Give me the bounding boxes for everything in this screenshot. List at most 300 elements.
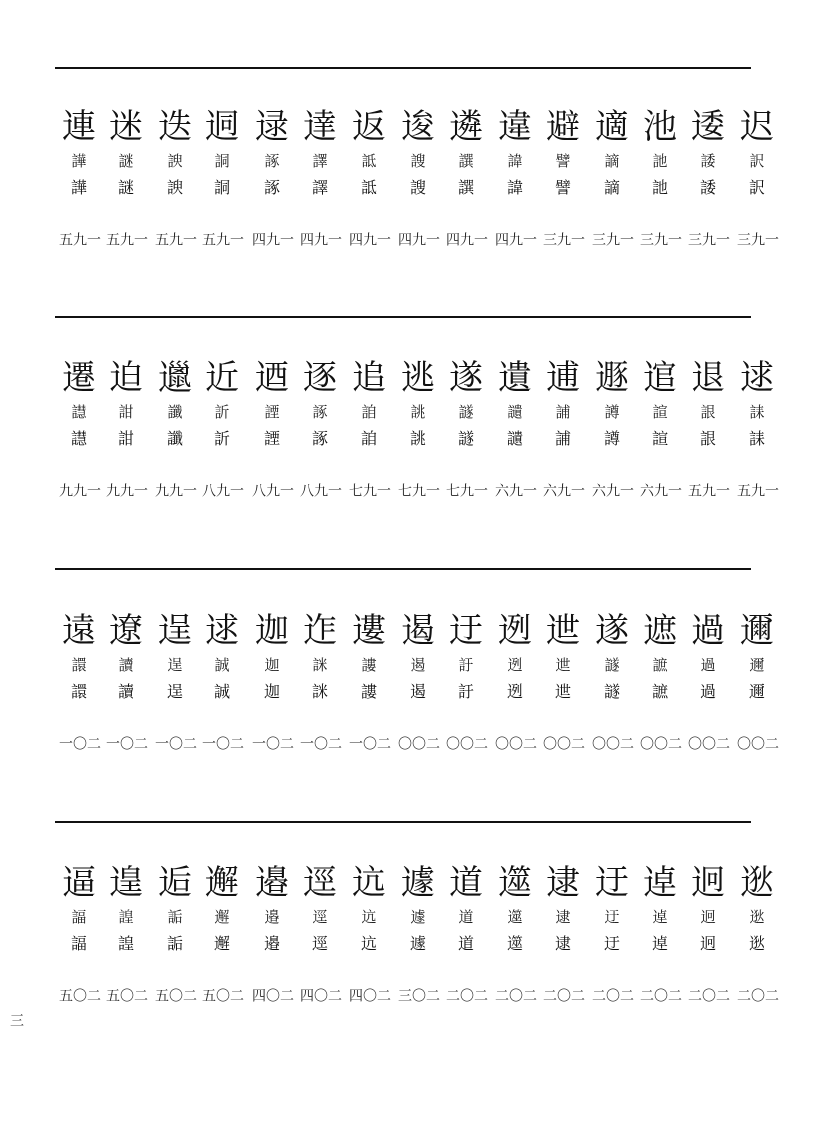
regular-variant: 逞 — [166, 682, 183, 701]
main-character: 迮 — [303, 611, 337, 651]
main-character: 違 — [498, 107, 532, 147]
regular-variant: 謫 — [603, 178, 620, 197]
char-entry — [345, 358, 393, 495]
page-reference: 二〇二 — [590, 988, 634, 1000]
char-entry — [491, 358, 539, 495]
regular-variant: 謶 — [651, 682, 668, 701]
regular-variant: 迣 — [554, 682, 571, 701]
char-entry — [684, 107, 732, 244]
char-entry — [491, 107, 539, 244]
main-character: 遏 — [401, 611, 435, 651]
main-character: 邋 — [158, 358, 192, 398]
char-entry — [102, 611, 150, 748]
main-character: 連 — [62, 107, 96, 147]
char-entry — [636, 611, 684, 748]
main-character: 遱 — [352, 611, 386, 651]
regular-variant: 譁 — [70, 178, 87, 197]
char-entry — [55, 863, 103, 1000]
regular-variant: 遏 — [409, 682, 426, 701]
seal-variant: 誠 — [214, 656, 230, 674]
seal-variant: 訑 — [652, 152, 668, 170]
page-reference: 二〇一 — [347, 736, 391, 748]
main-character: 返 — [352, 107, 386, 147]
page-reference: 一九六 — [638, 483, 682, 495]
char-entry — [733, 107, 781, 244]
seal-variant: 詆 — [361, 152, 377, 170]
main-character: 逑 — [205, 611, 239, 651]
page-reference: 一九九 — [153, 483, 197, 495]
regular-variant: 逖 — [748, 934, 765, 953]
main-character: 追 — [352, 358, 386, 398]
regular-variant: 訑 — [651, 178, 668, 197]
seal-variant: 諲 — [264, 403, 280, 421]
page-number: 三 — [8, 1013, 24, 1027]
regular-variant: 諛 — [166, 178, 183, 197]
page-reference: 一九五 — [153, 232, 197, 244]
page-reference: 一九六 — [590, 483, 634, 495]
main-character: 遴 — [449, 107, 483, 147]
char-entry — [733, 863, 781, 1000]
page-reference: 一九三 — [735, 232, 779, 244]
main-character: 迟 — [740, 107, 774, 147]
main-character: 迒 — [352, 863, 386, 903]
main-character: 遺 — [498, 358, 532, 398]
seal-variant: 逕 — [312, 908, 328, 926]
main-character: 逅 — [158, 863, 192, 903]
regular-variant: 訢 — [213, 429, 230, 448]
seal-variant: 詬 — [167, 908, 183, 926]
regular-variant: 訳 — [748, 178, 765, 197]
seal-variant: 諛 — [167, 152, 183, 170]
char-entry — [588, 358, 636, 495]
page-reference: 一九三 — [590, 232, 634, 244]
main-character: 遮 — [643, 611, 677, 651]
seal-variant: 謫 — [604, 152, 620, 170]
page-reference: 二〇五 — [104, 988, 148, 1000]
page-reference: 一九四 — [250, 232, 294, 244]
page-reference: 一九五 — [686, 483, 730, 495]
seal-variant: 迦 — [264, 656, 280, 674]
regular-variant: 邉 — [263, 934, 280, 953]
main-character: 迫 — [109, 358, 143, 398]
page-reference: 一九七 — [396, 483, 440, 495]
char-entry — [539, 863, 587, 1000]
char-entry — [491, 863, 539, 1000]
main-character: 達 — [303, 107, 337, 147]
char-entry — [55, 358, 103, 495]
seal-variant: 訳 — [749, 152, 765, 170]
main-character: 迂 — [595, 863, 629, 903]
regular-variant: 迂 — [603, 934, 620, 953]
regular-variant: 讉 — [506, 429, 523, 448]
page-reference: 二〇二 — [444, 988, 488, 1000]
seal-variant: 諠 — [652, 403, 668, 421]
regular-variant: 諱 — [506, 178, 523, 197]
regular-variant: 詯 — [360, 429, 377, 448]
seal-variant: 譞 — [71, 656, 87, 674]
main-character: 遂 — [449, 358, 483, 398]
regular-variant: 迒 — [360, 934, 377, 953]
char-entry — [345, 611, 393, 748]
seal-variant: 訏 — [458, 656, 474, 674]
char-entry — [198, 107, 246, 244]
main-character: 逡 — [401, 107, 435, 147]
page-reference: 二〇〇 — [541, 736, 585, 748]
char-entry — [198, 611, 246, 748]
seal-variant: 逖 — [749, 908, 765, 926]
main-character: 迥 — [691, 863, 725, 903]
seal-variant: 譿 — [71, 403, 87, 421]
seal-variant: 諉 — [700, 152, 716, 170]
main-character: 迺 — [255, 358, 289, 398]
main-character: 逴 — [643, 863, 677, 903]
char-entry — [102, 358, 150, 495]
page-reference: 一九九 — [104, 483, 148, 495]
seal-variant: 迒 — [361, 908, 377, 926]
main-character: 迂 — [449, 611, 483, 651]
page-reference: 二〇〇 — [590, 736, 634, 748]
seal-variant: 遏 — [410, 656, 426, 674]
regular-variant: 諉 — [699, 178, 716, 197]
page-reference: 二〇〇 — [493, 736, 537, 748]
seal-variant: 邇 — [749, 656, 765, 674]
seal-variant: 遽 — [410, 908, 426, 926]
main-character: 逯 — [255, 107, 289, 147]
regular-variant: 譐 — [603, 429, 620, 448]
char-entry — [248, 611, 296, 748]
page-reference: 二〇五 — [200, 988, 244, 1000]
char-entry — [684, 611, 732, 748]
char-entry — [345, 863, 393, 1000]
char-entry — [296, 611, 344, 748]
page-reference: 一九三 — [686, 232, 730, 244]
seal-variant: 逴 — [652, 908, 668, 926]
seal-variant: 誄 — [749, 403, 765, 421]
seal-variant: 譯 — [312, 152, 328, 170]
main-character: 逐 — [303, 358, 337, 398]
page-reference: 一九七 — [347, 483, 391, 495]
seal-variant: 訢 — [214, 403, 230, 421]
page-reference: 一九四 — [347, 232, 391, 244]
regular-variant: 詬 — [166, 934, 183, 953]
regular-variant: 訏 — [457, 682, 474, 701]
page-reference: 二〇〇 — [735, 736, 779, 748]
char-entry — [102, 863, 150, 1000]
char-entry — [151, 358, 199, 495]
seal-variant: 謶 — [652, 656, 668, 674]
char-section — [55, 107, 779, 327]
regular-variant: 譢 — [603, 682, 620, 701]
char-entry — [394, 863, 442, 1000]
seal-variant: 邉 — [264, 908, 280, 926]
page-reference: 一九六 — [493, 483, 537, 495]
seal-variant: 過 — [700, 656, 716, 674]
char-entry — [491, 611, 539, 748]
char-entry — [248, 358, 296, 495]
page-reference: 二〇〇 — [396, 736, 440, 748]
main-character: 逖 — [740, 863, 774, 903]
regular-variant: 謎 — [117, 178, 134, 197]
char-entry — [248, 863, 296, 1000]
char-entry — [442, 107, 490, 244]
main-character: 遑 — [109, 863, 143, 903]
regular-variant: 謏 — [409, 178, 426, 197]
char-section — [55, 358, 779, 578]
char-entry — [539, 107, 587, 244]
char-entry — [198, 358, 246, 495]
seal-variant: 迣 — [555, 656, 571, 674]
char-entry — [296, 358, 344, 495]
main-character: 避 — [546, 107, 580, 147]
seal-variant: 諑 — [312, 403, 328, 421]
page-reference: 一九三 — [541, 232, 585, 244]
page-reference: 一九八 — [298, 483, 342, 495]
page-reference: 二〇二 — [638, 988, 682, 1000]
regular-variant: 道 — [457, 934, 474, 953]
regular-variant: 詪 — [699, 429, 716, 448]
seal-variant: 詌 — [118, 403, 134, 421]
regular-variant: 詸 — [311, 682, 328, 701]
main-character: 逕 — [303, 863, 337, 903]
regular-variant: 逕 — [311, 934, 328, 953]
main-character: 迭 — [158, 107, 192, 147]
page-reference: 二〇一 — [200, 736, 244, 748]
regular-variant: 諠 — [651, 429, 668, 448]
page-reference: 一九五 — [735, 483, 779, 495]
seal-variant: 誧 — [555, 403, 571, 421]
main-character: 逭 — [643, 358, 677, 398]
seal-variant: 譐 — [604, 403, 620, 421]
regular-variant: 詌 — [117, 429, 134, 448]
main-character: 迷 — [109, 107, 143, 147]
char-entry — [248, 107, 296, 244]
char-entry — [55, 107, 103, 244]
page-reference: 一九八 — [200, 483, 244, 495]
page-reference: 二〇二 — [493, 988, 537, 1000]
char-entry — [198, 863, 246, 1000]
char-entry — [684, 358, 732, 495]
regular-variant: 誧 — [554, 429, 571, 448]
page-reference: 一九八 — [250, 483, 294, 495]
page-reference: 一九四 — [298, 232, 342, 244]
page-reference: 二〇一 — [250, 736, 294, 748]
main-character: 適 — [595, 107, 629, 147]
page-reference: 一九四 — [444, 232, 488, 244]
char-entry — [588, 863, 636, 1000]
seal-variant: 謱 — [361, 656, 377, 674]
char-entry — [394, 611, 442, 748]
regular-variant: 讖 — [166, 429, 183, 448]
main-character: 池 — [643, 107, 677, 147]
main-character: 逃 — [401, 358, 435, 398]
main-character: 退 — [691, 358, 725, 398]
page-reference: 一九四 — [396, 232, 440, 244]
seal-variant: 譢 — [458, 403, 474, 421]
main-character: 邂 — [205, 863, 239, 903]
page-reference: 一九五 — [57, 232, 101, 244]
page-reference: 二〇〇 — [638, 736, 682, 748]
main-character: 迵 — [205, 107, 239, 147]
char-entry — [684, 863, 732, 1000]
main-character: 逋 — [546, 358, 580, 398]
char-entry — [296, 107, 344, 244]
regular-variant: 迦 — [263, 682, 280, 701]
regular-variant: 譞 — [70, 682, 87, 701]
seal-variant: 諨 — [71, 908, 87, 926]
main-character: 遷 — [62, 358, 96, 398]
page-reference: 一九五 — [104, 232, 148, 244]
page-reference: 一九九 — [57, 483, 101, 495]
seal-variant: 詪 — [700, 403, 716, 421]
seal-variant: 詷 — [214, 152, 230, 170]
char-entry — [636, 863, 684, 1000]
regular-variant: 讀 — [117, 682, 134, 701]
main-character: 逮 — [546, 863, 580, 903]
seal-variant: 誂 — [410, 403, 426, 421]
seal-variant: 譔 — [458, 152, 474, 170]
regular-variant: 諨 — [70, 934, 87, 953]
char-entry — [102, 107, 150, 244]
char-entry — [442, 358, 490, 495]
char-entry — [733, 611, 781, 748]
page-reference: 二〇二 — [735, 988, 779, 1000]
page-reference: 二〇四 — [298, 988, 342, 1000]
page-reference: 一九七 — [444, 483, 488, 495]
seal-variant: 讖 — [167, 403, 183, 421]
page-reference: 二〇一 — [298, 736, 342, 748]
char-entry — [539, 611, 587, 748]
seal-variant: 謎 — [118, 152, 134, 170]
page-reference: 二〇三 — [396, 988, 440, 1000]
regular-variant: 譿 — [70, 429, 87, 448]
regular-variant: 譔 — [457, 178, 474, 197]
main-character: 邇 — [740, 611, 774, 651]
main-character: 遽 — [401, 863, 435, 903]
page-reference: 二〇一 — [104, 736, 148, 748]
page-reference: 二〇二 — [686, 988, 730, 1000]
char-entry — [733, 358, 781, 495]
main-character: 迣 — [546, 611, 580, 651]
page-reference: 二〇〇 — [444, 736, 488, 748]
char-entry — [151, 107, 199, 244]
main-character: 逼 — [62, 863, 96, 903]
char-entry — [539, 358, 587, 495]
seal-variant: 逞 — [167, 656, 183, 674]
regular-variant: 譯 — [311, 178, 328, 197]
page-reference: 一九六 — [541, 483, 585, 495]
main-character: 迦 — [255, 611, 289, 651]
regular-variant: 逮 — [554, 934, 571, 953]
seal-variant: 遾 — [507, 908, 523, 926]
char-entry — [151, 863, 199, 1000]
main-character: 遠 — [62, 611, 96, 651]
regular-variant: 詷 — [213, 178, 230, 197]
regular-variant: 諻 — [117, 934, 134, 953]
char-entry — [151, 611, 199, 748]
page-reference: 一九五 — [200, 232, 244, 244]
regular-variant: 迾 — [506, 682, 523, 701]
seal-variant: 諱 — [507, 152, 523, 170]
seal-variant: 諑 — [264, 152, 280, 170]
seal-variant: 詸 — [312, 656, 328, 674]
char-entry — [55, 611, 103, 748]
regular-variant: 逴 — [651, 934, 668, 953]
seal-variant: 迥 — [700, 908, 716, 926]
regular-variant: 詆 — [360, 178, 377, 197]
regular-variant: 邂 — [213, 934, 230, 953]
regular-variant: 謱 — [360, 682, 377, 701]
regular-variant: 諑 — [263, 178, 280, 197]
seal-variant: 道 — [458, 908, 474, 926]
char-entry — [345, 107, 393, 244]
seal-variant: 諻 — [118, 908, 134, 926]
char-entry — [588, 611, 636, 748]
regular-variant: 諲 — [263, 429, 280, 448]
seal-variant: 讉 — [507, 403, 523, 421]
main-character: 遼 — [109, 611, 143, 651]
char-entry — [394, 107, 442, 244]
page-reference: 二〇五 — [57, 988, 101, 1000]
main-character: 過 — [691, 611, 725, 651]
page-reference: 二〇〇 — [686, 736, 730, 748]
char-section — [55, 863, 779, 1083]
char-entry — [394, 358, 442, 495]
char-entry — [636, 107, 684, 244]
page-reference: 二〇一 — [153, 736, 197, 748]
regular-variant: 譢 — [457, 429, 474, 448]
seal-variant: 謏 — [410, 152, 426, 170]
regular-variant: 譬 — [554, 178, 571, 197]
seal-variant: 譬 — [555, 152, 571, 170]
main-character: 遾 — [498, 863, 532, 903]
seal-variant: 譁 — [71, 152, 87, 170]
seal-variant: 迾 — [507, 656, 523, 674]
page-reference: 二〇一 — [57, 736, 101, 748]
rule-top — [55, 67, 751, 69]
page-reference: 二〇四 — [250, 988, 294, 1000]
char-entry — [636, 358, 684, 495]
regular-variant: 遽 — [409, 934, 426, 953]
main-character: 邉 — [255, 863, 289, 903]
regular-variant: 諑 — [311, 429, 328, 448]
regular-variant: 誂 — [409, 429, 426, 448]
main-character: 遂 — [595, 611, 629, 651]
page-reference: 二〇五 — [153, 988, 197, 1000]
main-character: 近 — [205, 358, 239, 398]
main-character: 迾 — [498, 611, 532, 651]
regular-variant: 誄 — [748, 429, 765, 448]
char-section — [55, 611, 779, 831]
page-reference: 一九四 — [493, 232, 537, 244]
page-reference: 一九三 — [638, 232, 682, 244]
main-character: 道 — [449, 863, 483, 903]
regular-variant: 迥 — [699, 934, 716, 953]
main-character: 遯 — [595, 358, 629, 398]
char-entry — [442, 611, 490, 748]
regular-variant: 邇 — [748, 682, 765, 701]
main-character: 逞 — [158, 611, 192, 651]
page-reference: 二〇二 — [541, 988, 585, 1000]
seal-variant: 迂 — [604, 908, 620, 926]
regular-variant: 過 — [699, 682, 716, 701]
char-entry — [296, 863, 344, 1000]
main-character: 逶 — [691, 107, 725, 147]
regular-variant: 遾 — [506, 934, 523, 953]
seal-variant: 逮 — [555, 908, 571, 926]
seal-variant: 譢 — [604, 656, 620, 674]
char-entry — [588, 107, 636, 244]
char-entry — [442, 863, 490, 1000]
